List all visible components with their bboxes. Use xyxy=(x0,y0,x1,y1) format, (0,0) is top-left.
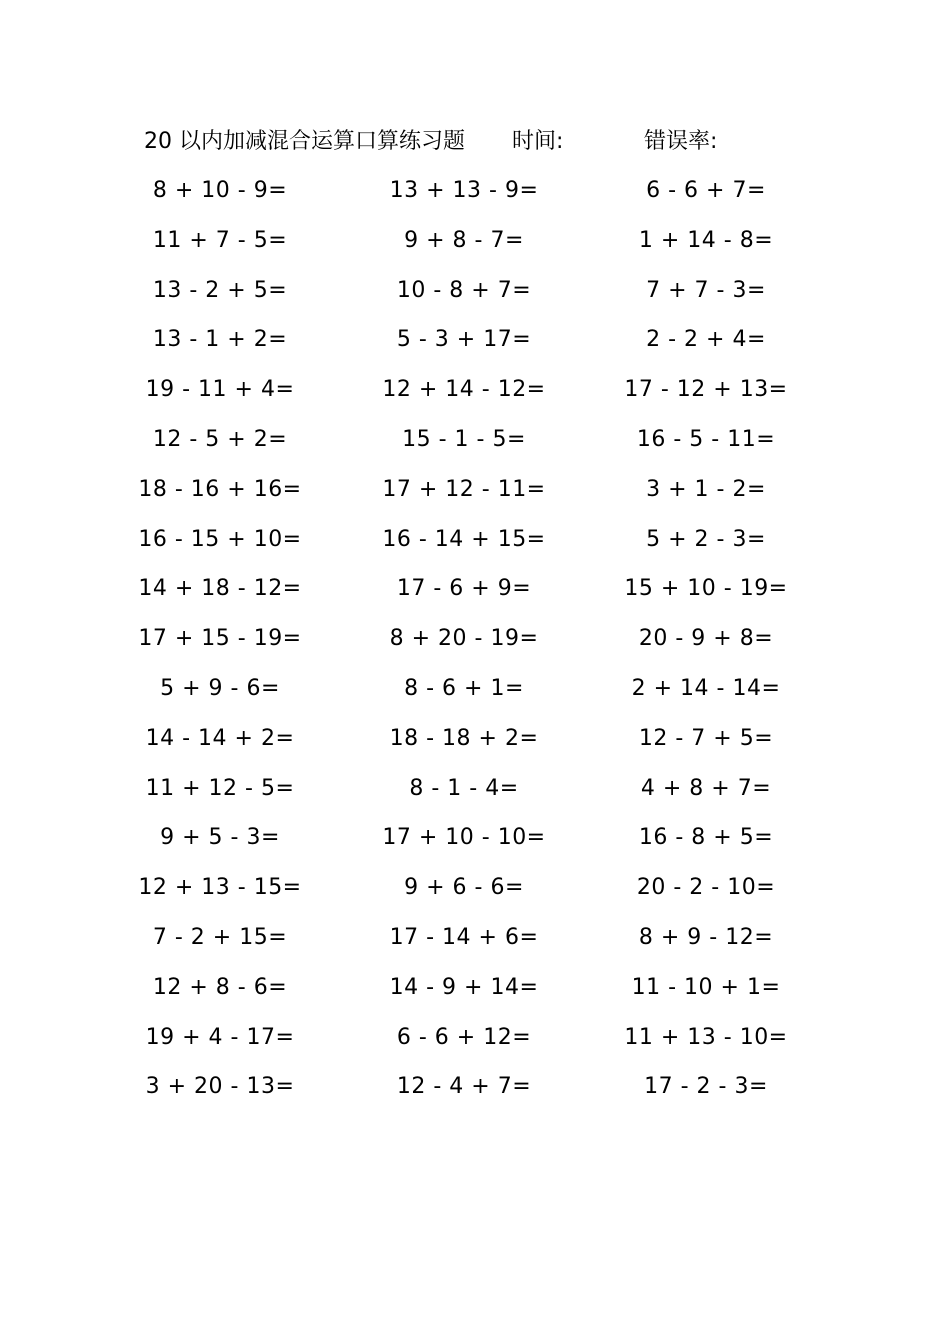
problem-item: 9 + 5 - 3= xyxy=(160,825,280,851)
problem-item: 7 - 2 + 15= xyxy=(152,924,288,950)
problem-item: 8 - 1 - 4= xyxy=(409,775,519,801)
problem-item: 5 + 9 - 6= xyxy=(160,675,280,701)
problem-row xyxy=(0,672,950,722)
problem-row xyxy=(0,224,950,274)
problem-item: 17 + 10 - 10= xyxy=(382,825,546,851)
problem-row xyxy=(0,871,950,921)
problem-item: 18 - 16 + 16= xyxy=(138,476,302,502)
problem-item: 18 - 18 + 2= xyxy=(389,725,539,751)
problem-item: 2 - 2 + 4= xyxy=(646,327,766,353)
problem-item: 12 + 13 - 15= xyxy=(138,875,302,901)
error-rate-label: 错误率: xyxy=(644,129,718,154)
problem-item: 1 + 14 - 8= xyxy=(638,227,774,253)
worksheet-title: 20 以内加减混合运算口算练习题 xyxy=(144,129,465,154)
problem-item: 17 + 12 - 11= xyxy=(382,476,546,502)
problem-item: 15 - 1 - 5= xyxy=(402,426,526,452)
problem-row xyxy=(0,1021,950,1071)
problem-row xyxy=(0,423,950,473)
problem-row xyxy=(0,174,950,224)
problem-item: 9 + 8 - 7= xyxy=(404,227,524,253)
problem-item: 14 - 14 + 2= xyxy=(145,725,295,751)
problem-row xyxy=(0,971,950,1021)
problem-item: 13 - 2 + 5= xyxy=(152,277,288,303)
problem-item: 14 + 18 - 12= xyxy=(138,576,302,602)
problem-item: 16 - 14 + 15= xyxy=(382,526,546,552)
problem-row xyxy=(0,274,950,324)
problem-item: 17 - 2 - 3= xyxy=(644,1074,768,1100)
problem-item: 19 - 11 + 4= xyxy=(145,377,295,403)
problem-item: 8 + 10 - 9= xyxy=(152,178,288,203)
problem-item: 12 - 5 + 2= xyxy=(152,426,288,452)
problem-item: 13 + 13 - 9= xyxy=(389,178,539,203)
problem-item: 16 - 15 + 10= xyxy=(138,526,302,552)
problem-item: 15 + 10 - 19= xyxy=(624,576,788,602)
problem-item: 13 - 1 + 2= xyxy=(152,327,288,353)
problem-item: 17 - 12 + 13= xyxy=(624,377,788,403)
problem-item: 17 - 6 + 9= xyxy=(396,576,532,602)
problem-item: 5 - 3 + 17= xyxy=(396,327,532,353)
problem-grid xyxy=(0,174,950,1120)
problem-row xyxy=(0,572,950,622)
problem-row xyxy=(0,821,950,871)
problem-row xyxy=(0,921,950,971)
problem-item: 8 + 20 - 19= xyxy=(389,626,539,652)
problem-row xyxy=(0,722,950,772)
problem-item: 4 + 8 + 7= xyxy=(640,775,772,801)
problem-item: 6 - 6 + 12= xyxy=(396,1024,532,1050)
problem-item: 8 + 9 - 12= xyxy=(638,924,774,950)
problem-row xyxy=(0,473,950,523)
problem-item: 11 - 10 + 1= xyxy=(631,974,781,1000)
problem-item: 7 + 7 - 3= xyxy=(646,277,766,303)
problem-item: 11 + 12 - 5= xyxy=(145,775,295,801)
problem-item: 2 + 14 - 14= xyxy=(631,675,781,701)
problem-item: 5 + 2 - 3= xyxy=(646,526,766,552)
problem-row xyxy=(0,622,950,672)
problem-item: 3 + 1 - 2= xyxy=(646,476,766,502)
problem-item: 11 + 7 - 5= xyxy=(152,227,288,253)
problem-item: 12 + 8 - 6= xyxy=(152,974,288,1000)
problem-row xyxy=(0,323,950,373)
problem-row xyxy=(0,772,950,822)
time-label: 时间: xyxy=(512,129,564,154)
problem-item: 12 - 7 + 5= xyxy=(638,725,774,751)
problem-item: 14 - 9 + 14= xyxy=(389,974,539,1000)
problem-item: 17 + 15 - 19= xyxy=(138,626,302,652)
problem-item: 12 + 14 - 12= xyxy=(382,377,546,403)
problem-item: 6 - 6 + 7= xyxy=(646,178,766,203)
problem-row xyxy=(0,373,950,423)
problem-row xyxy=(0,523,950,573)
problem-item: 8 - 6 + 1= xyxy=(404,675,524,701)
problem-item: 3 + 20 - 13= xyxy=(145,1074,295,1100)
problem-row xyxy=(0,1070,950,1120)
problem-item: 17 - 14 + 6= xyxy=(389,924,539,950)
problem-item: 16 - 8 + 5= xyxy=(638,825,774,851)
problem-item: 12 - 4 + 7= xyxy=(396,1074,532,1100)
problem-item: 20 - 2 - 10= xyxy=(636,875,776,901)
problem-item: 10 - 8 + 7= xyxy=(396,277,532,303)
problem-item: 16 - 5 - 11= xyxy=(636,426,776,452)
problem-item: 11 + 13 - 10= xyxy=(624,1024,788,1050)
problem-item: 19 + 4 - 17= xyxy=(145,1024,295,1050)
problem-item: 20 - 9 + 8= xyxy=(638,626,774,652)
problem-item: 9 + 6 - 6= xyxy=(404,875,524,901)
